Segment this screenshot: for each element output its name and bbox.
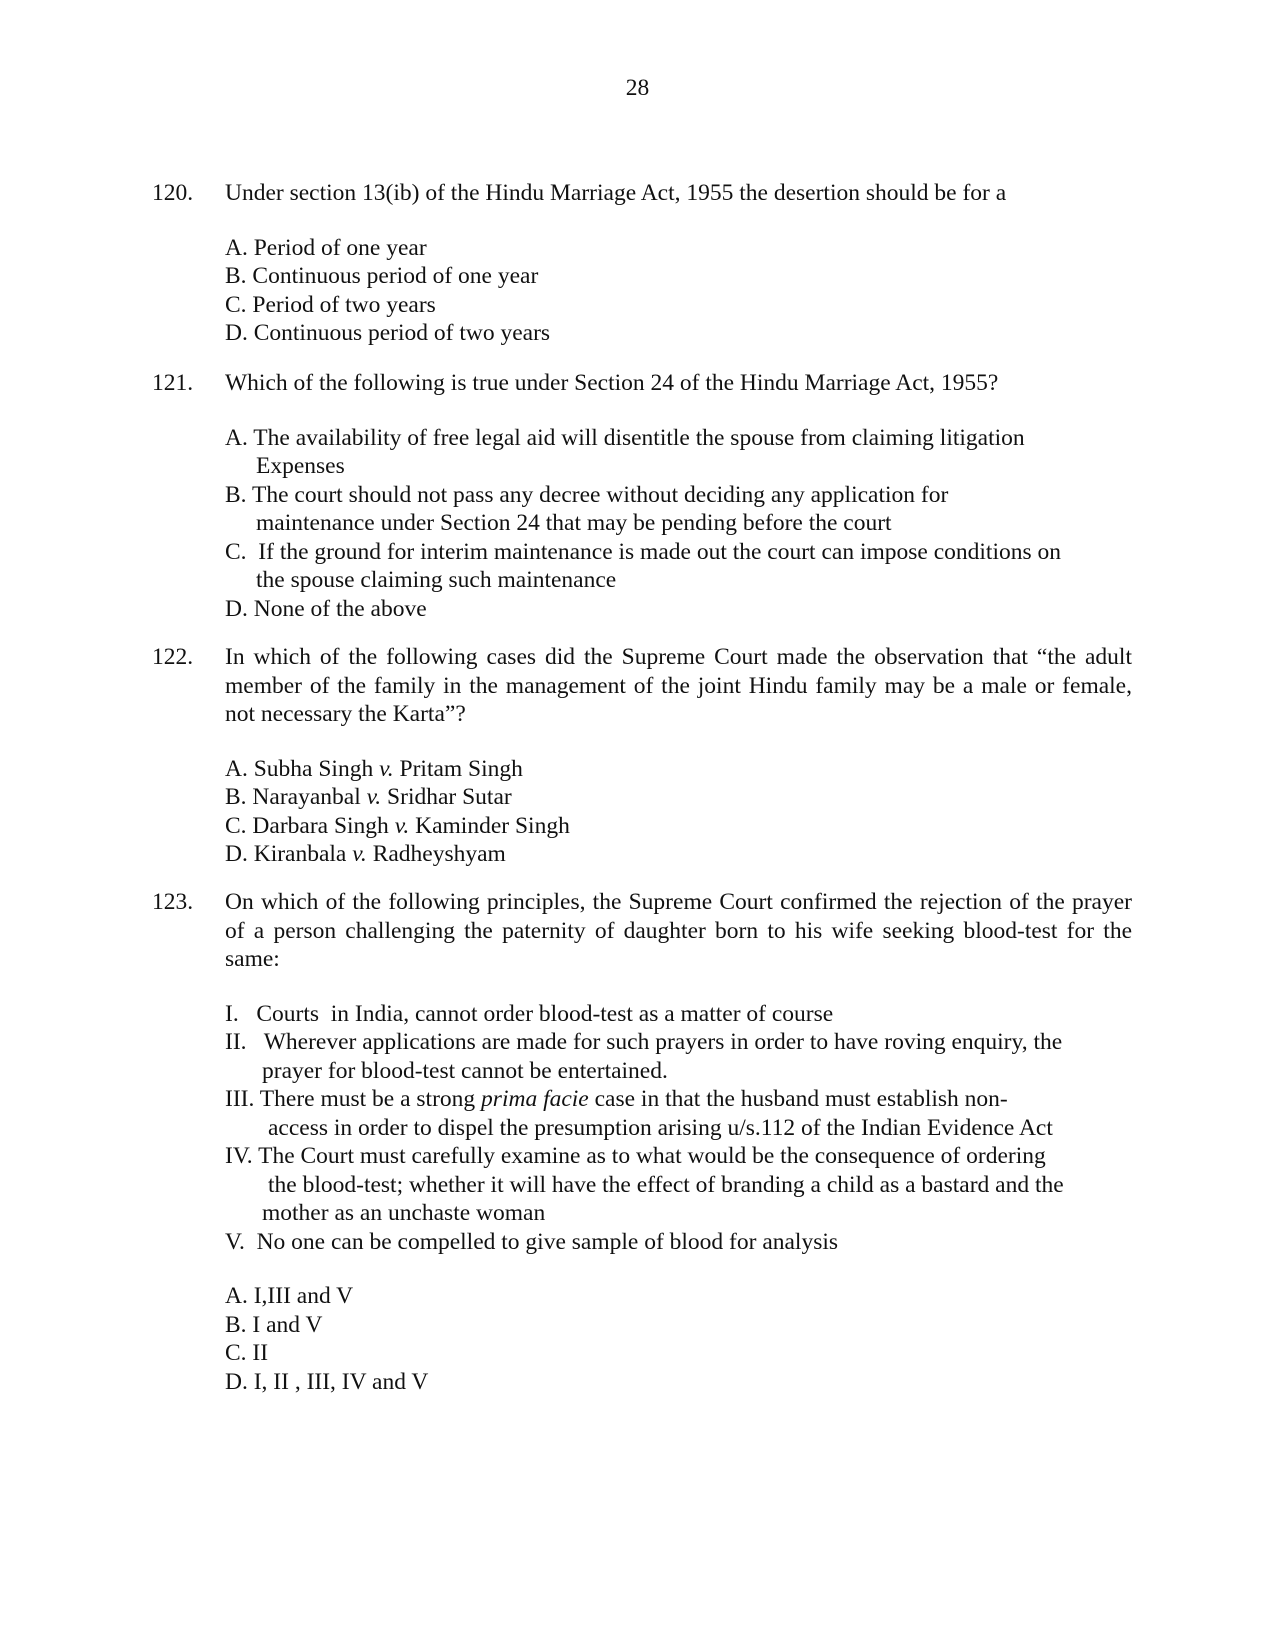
option-continuation: maintenance under Section 24 that may be pending before the court bbox=[256, 510, 892, 536]
statement-i: I. Courts in India, cannot order blood-test as a matter of course bbox=[225, 1000, 834, 1027]
option-b bbox=[225, 783, 1132, 812]
question-120 bbox=[152, 179, 1132, 348]
option-a: A. I,III and V bbox=[225, 1283, 354, 1309]
statement-line-end: case in that the husband must establish non- bbox=[588, 1086, 1008, 1112]
case-party-1: C. Darbara Singh bbox=[225, 812, 395, 839]
option-b: B. Continuous period of one year bbox=[225, 263, 539, 289]
page-number: 28 bbox=[625, 75, 650, 101]
case-party-2: Kaminder Singh bbox=[409, 812, 570, 839]
question-122 bbox=[152, 643, 1132, 869]
question-text: On which of the following principles, the Supreme Court confirmed the rejection of the prayer of a person challenging the paternity of daughter born to his wife seeking blood-test for the same: bbox=[225, 889, 1132, 972]
option-d: D. Continuous period of two years bbox=[225, 320, 551, 346]
statements-list bbox=[225, 1000, 1132, 1257]
options-list bbox=[225, 234, 1132, 348]
statement-line: III. There must be a strong bbox=[225, 1086, 482, 1112]
option-b: B. I and V bbox=[225, 1311, 323, 1338]
option-b bbox=[225, 481, 1132, 538]
statement-line: IV. The Court must carefully examine as to what would be the consequence of ordering bbox=[225, 1143, 1046, 1169]
option-d bbox=[225, 840, 1132, 869]
question-123 bbox=[152, 888, 1132, 1396]
question-number: 123. bbox=[152, 889, 194, 915]
case-party-1: D. Kiranbala bbox=[225, 841, 353, 867]
versus-abbrev: v. bbox=[366, 784, 382, 810]
statement-emphasis: prima facie bbox=[481, 1086, 589, 1112]
option-label: C. If the ground for interim maintenance is made out the court can impose conditions on bbox=[225, 538, 1061, 565]
statement-continuation: mother as an unchaste woman bbox=[262, 1200, 546, 1226]
statement-continuation: access in order to dispel the presumption arising u/s.112 of the Indian Evidence Act bbox=[268, 1114, 1053, 1141]
statement-line: II. Wherever applications are made for such prayers in order to have roving enquiry, the bbox=[225, 1029, 1063, 1055]
option-d: D. None of the above bbox=[225, 595, 427, 622]
question-number: 121. bbox=[152, 370, 194, 396]
question-121 bbox=[152, 369, 1132, 623]
options-list bbox=[225, 1282, 1132, 1396]
option-label: A. The availability of free legal aid will disentitle the spouse from claiming litigation bbox=[225, 424, 1025, 451]
case-party-1: A. Subha Singh bbox=[225, 755, 380, 782]
option-continuation: the spouse claiming such maintenance bbox=[256, 567, 617, 593]
option-d: D. I, II , III, IV and V bbox=[225, 1368, 429, 1395]
statement-iii bbox=[225, 1085, 1132, 1142]
options-list bbox=[225, 755, 1132, 869]
versus-abbrev: v. bbox=[352, 841, 367, 867]
option-a bbox=[225, 424, 1132, 481]
question-text: Which of the following is true under Section 24 of the Hindu Marriage Act, 1955? bbox=[225, 370, 999, 396]
question-text: Under section 13(ib) of the Hindu Marriage Act, 1955 the desertion should be for a bbox=[225, 180, 1007, 206]
options-list bbox=[225, 424, 1132, 624]
statement-continuation: prayer for blood-test cannot be entertained. bbox=[262, 1057, 668, 1084]
question-number: 120. bbox=[152, 180, 194, 206]
statement-ii bbox=[225, 1028, 1132, 1085]
case-party-1: B. Narayanbal bbox=[225, 784, 367, 810]
question-text: In which of the following cases did the Supreme Court made the observation that “the adult member of the family in the management of the joint Hindu family may be a male or female, not necessary the Karta”? bbox=[225, 644, 1132, 727]
case-party-2: Pritam Singh bbox=[393, 755, 523, 782]
option-label: B. The court should not pass any decree without deciding any application for bbox=[225, 481, 949, 508]
option-continuation: Expenses bbox=[256, 453, 345, 479]
option-c: C. II bbox=[225, 1340, 269, 1366]
option-c bbox=[225, 538, 1132, 595]
case-party-2: Radheyshyam bbox=[366, 841, 506, 867]
statement-iv bbox=[225, 1142, 1132, 1228]
question-number: 122. bbox=[152, 644, 194, 670]
statement-v: V. No one can be compelled to give sample of blood for analysis bbox=[225, 1228, 839, 1255]
statement-continuation: the blood-test; whether it will have the effect of branding a child as a bastard and the bbox=[268, 1171, 1064, 1198]
versus-abbrev: v. bbox=[379, 755, 394, 782]
option-a: A. Period of one year bbox=[225, 234, 427, 261]
case-party-2: Sridhar Sutar bbox=[381, 784, 512, 810]
versus-abbrev: v. bbox=[394, 812, 410, 839]
option-c: C. Period of two years bbox=[225, 291, 436, 318]
option-a bbox=[225, 755, 1132, 784]
option-c bbox=[225, 812, 1132, 841]
